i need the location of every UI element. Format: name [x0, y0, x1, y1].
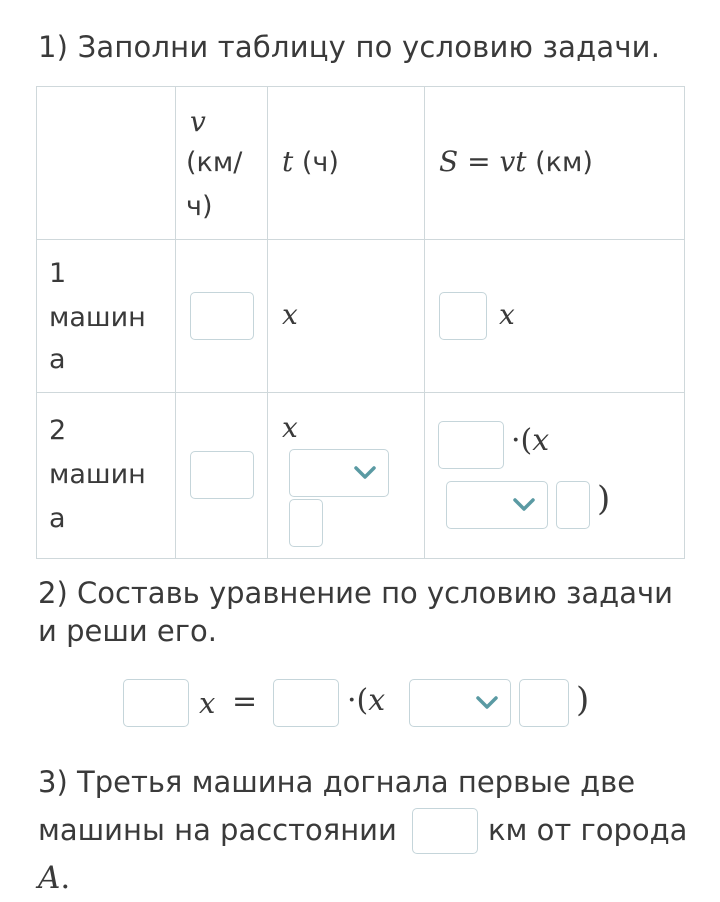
- task3-period: .: [60, 860, 71, 896]
- row1-v-cell: [176, 240, 268, 393]
- task3-text-before: машины на расстоянии: [38, 813, 397, 847]
- row1-speed-input[interactable]: [190, 292, 254, 340]
- task3-city: A: [38, 860, 61, 896]
- row2-label-cell: [37, 393, 176, 559]
- row2-speed-input[interactable]: [190, 451, 254, 499]
- row2-distance-x: x: [532, 423, 550, 458]
- row1-label-line1: 1: [49, 258, 67, 289]
- equation-x2: x: [368, 683, 386, 718]
- task2-title: [38, 574, 698, 650]
- s-formula: S = vt: [439, 145, 527, 178]
- row1-time-value: x: [282, 298, 298, 331]
- row1-label-cell: [37, 240, 176, 393]
- row1-distance-coef-input[interactable]: [439, 292, 487, 340]
- row2-label-line3: а: [49, 503, 66, 534]
- t-unit: (ч): [301, 147, 339, 178]
- v-unit-line1: (км/: [186, 147, 243, 178]
- row1-distance-x: x: [499, 298, 515, 331]
- row2-t-cell: [268, 393, 425, 559]
- row2-time-offset-input[interactable]: [289, 499, 323, 547]
- row2-time-sign-dropdown[interactable]: [289, 449, 389, 497]
- equation-equals: =: [232, 684, 258, 719]
- equation-x: x: [199, 686, 216, 720]
- header-s-cell: [425, 87, 685, 240]
- task1-title: 1) Заполни таблицу по условию задачи.: [38, 30, 661, 64]
- row2-label-line2: машин: [49, 459, 146, 490]
- s-unit: (км): [535, 147, 593, 178]
- row2-distance-offset-input[interactable]: [556, 481, 590, 529]
- header-empty-cell: [37, 87, 176, 240]
- equation-sign-dropdown[interactable]: [409, 679, 511, 727]
- header-v-cell: [176, 87, 268, 240]
- table-header-row: [37, 87, 685, 240]
- header-t-cell: [268, 87, 425, 240]
- row2-s-cell: [425, 393, 685, 559]
- chevron-down-icon: [354, 466, 376, 480]
- table-row: [37, 240, 685, 393]
- row1-t-cell: [268, 240, 425, 393]
- task2-title-line2: и реши его.: [38, 614, 217, 648]
- equation-left-coef-input[interactable]: [123, 679, 189, 727]
- task3-text: [38, 758, 698, 902]
- row1-s-cell: [425, 240, 685, 393]
- row2-distance-sign-dropdown[interactable]: [446, 481, 548, 529]
- row2-label-line1: 2: [49, 415, 67, 446]
- row2-v-cell: [176, 393, 268, 559]
- task3-distance-input[interactable]: [412, 808, 478, 854]
- row1-label-line3: а: [49, 344, 66, 375]
- row2-time-x: x: [282, 411, 298, 444]
- task2-title-line1: 2) Составь уравнение по условию задачи: [38, 576, 673, 610]
- row1-label-line2: машин: [49, 302, 146, 333]
- t-symbol: t: [282, 145, 294, 178]
- row2-dot-paren: ·(: [511, 423, 533, 458]
- task3-line1: 3) Третья машина догнала первые две: [38, 765, 636, 799]
- equation-close-paren: ): [576, 680, 590, 720]
- chevron-down-icon: [476, 696, 498, 710]
- task3-text-after: км от города: [488, 813, 688, 847]
- v-unit-line2: ч): [186, 191, 213, 222]
- row2-distance-coef-input[interactable]: [438, 421, 504, 469]
- equation-dot-paren: ·(: [347, 683, 369, 718]
- equation-right-coef-input[interactable]: [273, 679, 339, 727]
- table-row: [37, 393, 685, 559]
- equation-offset-input[interactable]: [519, 679, 569, 727]
- row2-close-paren: ): [597, 479, 611, 519]
- data-table: [36, 86, 685, 559]
- v-symbol: v: [190, 105, 206, 138]
- chevron-down-icon: [513, 498, 535, 512]
